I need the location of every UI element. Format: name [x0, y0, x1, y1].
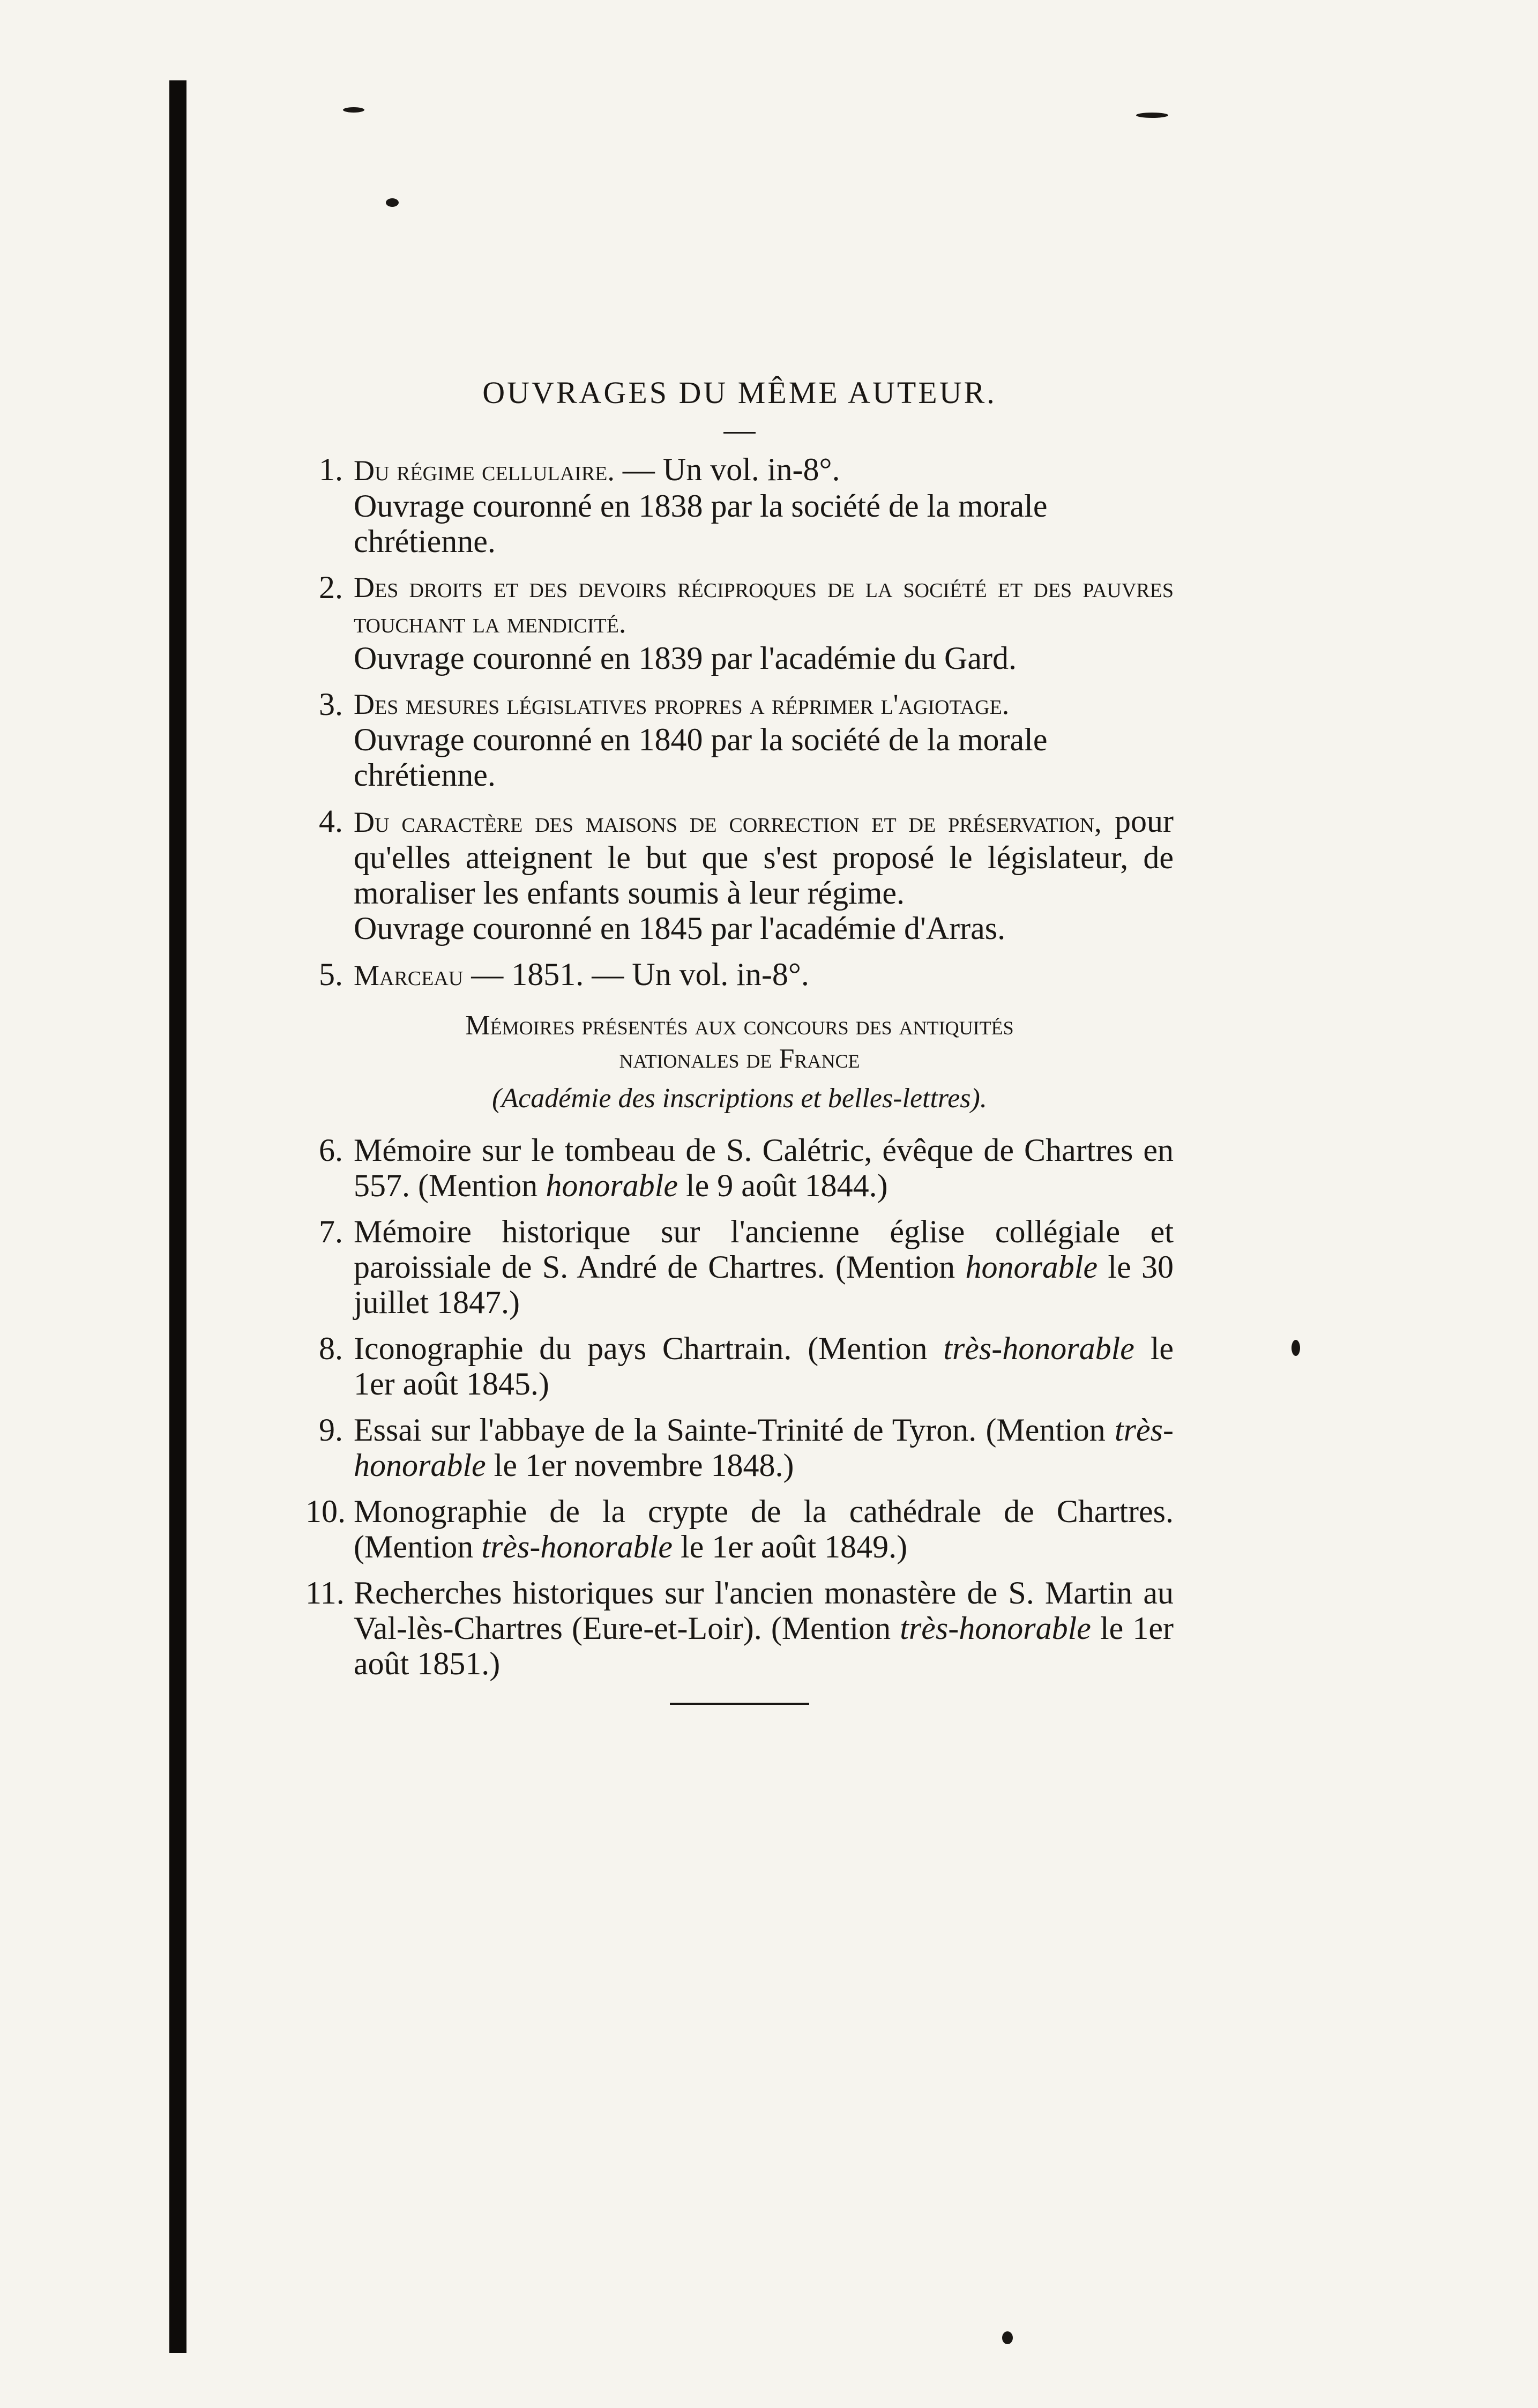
item-title: Des mesures législatives propres a réprimer l'agiotage. [354, 688, 1010, 720]
list-item [305, 570, 1174, 676]
closing-rule [670, 1703, 809, 1705]
item-distinction: honorable [546, 1168, 678, 1203]
item-body: Iconographie du pays Chartrain. (Mention [354, 1331, 944, 1366]
list-item [305, 452, 1174, 559]
item-details: — 1851. — Un vol. in-8°. [463, 957, 809, 992]
item-title: Du régime cellulaire. [354, 454, 615, 487]
item-number: 3. [319, 687, 343, 722]
ink-speck [386, 198, 399, 207]
section-subtitle: (Académie des inscriptions et belles-lettres). [492, 1083, 987, 1114]
item-text [354, 1494, 1174, 1564]
item-note: Ouvrage couronné en 1839 par l'académie du Gard. [354, 640, 1017, 676]
list-item [305, 687, 1174, 793]
section-title [305, 1009, 1174, 1076]
item-details: — Un vol. in-8°. [614, 452, 840, 487]
ink-speck [343, 107, 364, 113]
section-title-line: Mémoires présentés aux concours des antiquités [465, 1010, 1014, 1041]
item-number: 7. [319, 1214, 343, 1249]
item-distinction: très-honorable [943, 1331, 1134, 1366]
item-note: Ouvrage couronné en 1845 par l'académie d'Arras. [354, 911, 1006, 946]
list-item [305, 1494, 1174, 1564]
item-number: 8. [319, 1331, 343, 1366]
list-item [305, 1132, 1174, 1203]
item-text [354, 1214, 1174, 1320]
item-text [354, 1575, 1174, 1681]
ink-speck [1002, 2331, 1013, 2344]
document-page [305, 375, 1174, 1705]
item-number: 6. [319, 1132, 343, 1168]
item-text [354, 1331, 1174, 1401]
item-body: Monographie de la crypte de la cathédrale de Chartres. (Mention [354, 1494, 1174, 1564]
page-heading: OUVRAGES DU MÊME AUTEUR. [482, 375, 997, 410]
item-date: le 9 août 1844.) [677, 1168, 888, 1203]
item-title: Des droits et des devoirs réciproques de la société et des pauvres touchant la mendicité. [354, 571, 1174, 639]
item-title-line [354, 957, 1174, 993]
item-number: 9. [319, 1412, 343, 1448]
memoirs-list [305, 1132, 1174, 1681]
item-text [354, 1132, 1174, 1203]
item-date: le 1er août 1851.) [354, 1611, 1174, 1681]
item-body: Mémoire historique sur l'ancienne église collégiale et paroissiale de S. André de Chartres. (Mention [354, 1214, 1174, 1285]
item-number: 5. [319, 957, 343, 992]
item-date: le 1er août 1849.) [672, 1529, 908, 1564]
item-number: 4. [319, 803, 343, 839]
item-body: Mémoire sur le tombeau de S. Calétric, évêque de Chartres en 557. (Mention [354, 1132, 1174, 1203]
works-list [305, 452, 1174, 993]
item-note: Ouvrage couronné en 1838 par la société de la morale chrétienne. [354, 488, 1048, 559]
list-item [305, 1412, 1174, 1483]
item-distinction: très-honorable [481, 1529, 673, 1564]
item-date: le 1er novembre 1848.) [486, 1448, 794, 1483]
item-note: Ouvrage couronné en 1840 par la société de la morale chrétienne. [354, 722, 1048, 793]
item-distinction: très-honorable [354, 1412, 1174, 1483]
heading-ornament [723, 432, 756, 434]
list-item [305, 1214, 1174, 1320]
item-text [354, 1412, 1174, 1483]
item-distinction: très-honorable [900, 1611, 1091, 1646]
item-date: le 1er août 1845.) [354, 1331, 1174, 1401]
list-item [305, 1575, 1174, 1681]
item-number: 11. [305, 1575, 345, 1611]
item-body: Essai sur l'abbaye de la Sainte-Trinité de Tyron. (Mention [354, 1412, 1115, 1448]
item-distinction: honorable [965, 1249, 1098, 1285]
item-details: pour qu'elles atteignent le but que s'est proposé le législateur, de moraliser les enfants soumis à leur régime. [354, 803, 1174, 911]
item-title: Marceau [354, 959, 464, 991]
list-item [305, 957, 1174, 993]
list-item [305, 1331, 1174, 1401]
item-body: Recherches historiques sur l'ancien monastère de S. Martin au Val-lès-Chartres (Eure-et-Loir). (Mention [354, 1575, 1174, 1646]
item-title-line [354, 452, 1174, 488]
item-date: le 30 juillet 1847.) [354, 1249, 1174, 1320]
item-number: 1. [319, 452, 343, 487]
item-title: Du caractère des maisons de correction et de préservation, [354, 806, 1102, 838]
item-number: 10. [305, 1494, 346, 1529]
list-item [305, 803, 1174, 946]
item-number: 2. [319, 570, 343, 605]
ink-speck [1291, 1340, 1300, 1356]
section-title-line: nationales de France [619, 1043, 860, 1074]
item-title-line [354, 803, 1174, 911]
book-spine-shadow [169, 80, 186, 2353]
ink-speck [1136, 113, 1168, 118]
